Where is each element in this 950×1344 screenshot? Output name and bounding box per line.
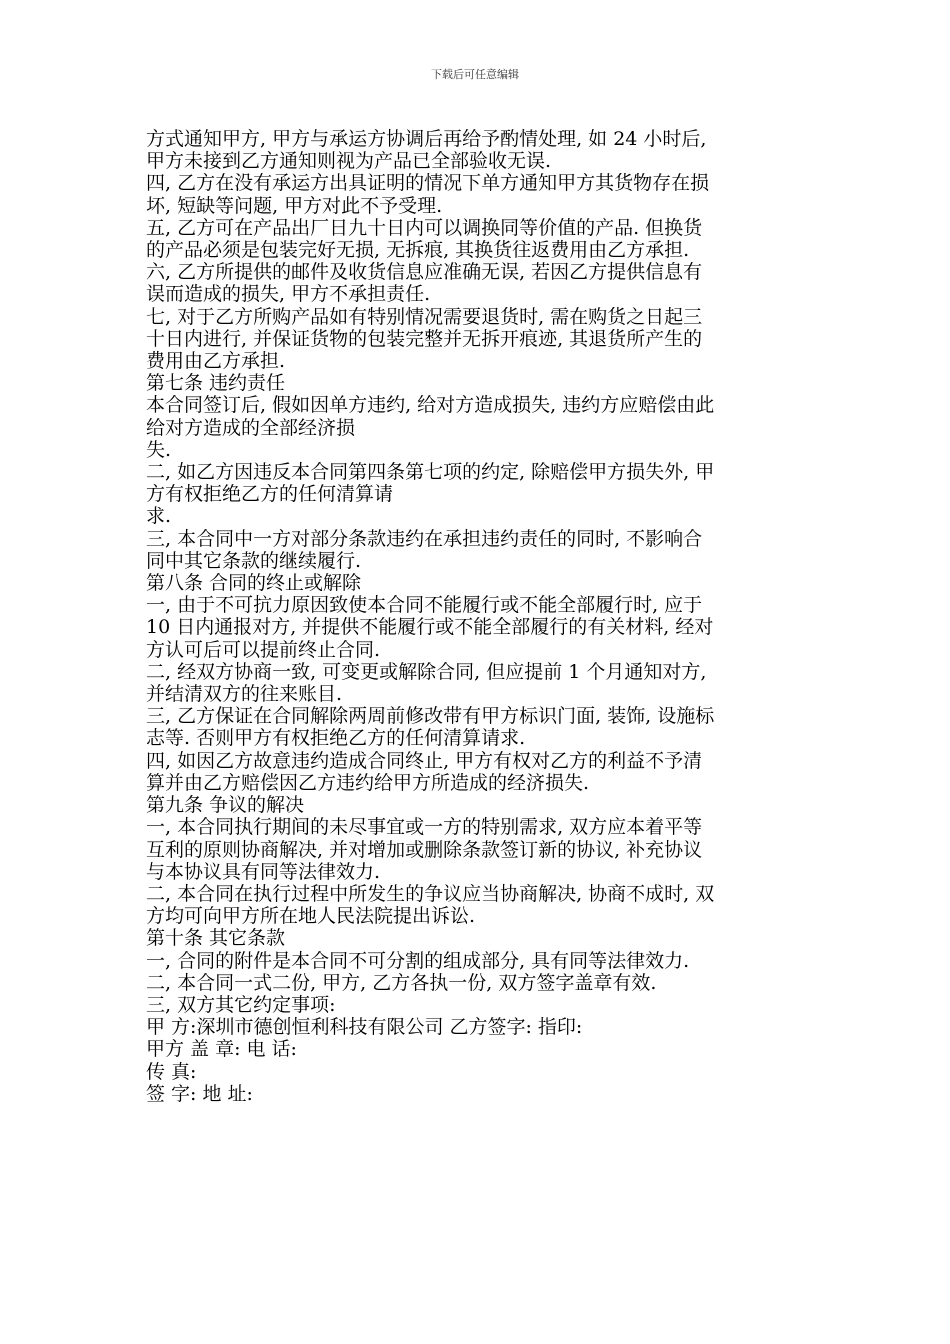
text-line: 七, 对于乙方所购产品如有特别情况需要退货时, 需在购货之日起三 [146, 305, 703, 328]
text-line: 一, 由于不可抗力原因致使本合同不能履行或不能全部履行时, 应于 [146, 594, 703, 617]
text-line: 三, 双方其它约定事项: [146, 993, 336, 1016]
text-line: 费用由乙方承担. [146, 350, 286, 373]
contract-body [146, 128, 808, 1105]
text-line: 求. [146, 505, 172, 528]
signature-line: 甲 方:深圳市德创恒利科技有限公司 乙方签字: 指印: [146, 1016, 583, 1039]
text-line: 方认可后可以提前终止合同. [146, 638, 381, 661]
text-line: 坏, 短缺等问题, 甲方对此不予受理. [146, 194, 443, 217]
text-line: 四, 如因乙方故意违约造成合同终止, 甲方有权对乙方的利益不予清 [146, 749, 703, 772]
text-line: 方有权拒绝乙方的任何清算请 [146, 483, 394, 506]
signature-line: 传 真: [146, 1060, 197, 1083]
text-line: 方均可向甲方所在地人民法院提出诉讼. [146, 905, 476, 928]
text-line: 六, 乙方所提供的邮件及收货信息应准确无误, 若因乙方提供信息有 [146, 261, 703, 284]
text-line: 互利的原则协商解决, 并对增加或删除条款签订新的协议, 补充协议 [146, 838, 703, 861]
text-line: 失. [146, 438, 172, 461]
text-line: 并结清双方的往来账目. [146, 683, 343, 706]
text-line: 三, 乙方保证在合同解除两周前修改带有甲方标识门面, 装饰, 设施标 [146, 705, 715, 728]
section-heading: 第七条 违约责任 [146, 372, 286, 395]
signature-line: 甲方 盖 章: 电 话: [146, 1038, 297, 1061]
text-line: 同中其它条款的继续履行. [146, 549, 362, 572]
text-line: 三, 本合同中一方对部分条款违约在承担违约责任的同时, 不影响合 [146, 527, 703, 550]
section-heading: 第九条 争议的解决 [146, 794, 305, 817]
text-line: 志等. 否则甲方有权拒绝乙方的任何清算请求. [146, 727, 526, 750]
text-line: 二, 如乙方因违反本合同第四条第七项的约定, 除赔偿甲方损失外, 甲 [146, 461, 715, 484]
text-line: 误而造成的损失, 甲方不承担责任. [146, 283, 431, 306]
text-line: 10 日内通报对方, 并提供不能履行或不能全部履行的有关材料, 经对 [146, 616, 714, 639]
header-note: 下载后可任意编辑 [431, 68, 519, 81]
text-line: 二, 本合同一式二份, 甲方, 乙方各执一份, 双方签字盖章有效. [146, 971, 657, 994]
text-line: 二, 经双方协商一致, 可变更或解除合同, 但应提前 1 个月通知对方, [146, 660, 707, 683]
text-line: 本合同签订后, 假如因单方违约, 给对方造成损失, 违约方应赔偿由此 [146, 394, 715, 417]
text-line: 十日内进行, 并保证货物的包装完整并无拆开痕迹, 其退货所产生的 [146, 327, 703, 350]
text-line: 二, 本合同在执行过程中所发生的争议应当协商解决, 协商不成时, 双 [146, 882, 715, 905]
signature-line: 签 字: 地 址: [146, 1082, 253, 1105]
text-line: 甲方未接到乙方通知则视为产品已全部验收无误. [146, 150, 552, 173]
section-heading: 第八条 合同的终止或解除 [146, 572, 362, 595]
text-line: 一, 本合同执行期间的未尽事宜或一方的特别需求, 双方应本着平等 [146, 816, 703, 839]
text-line: 一, 合同的附件是本合同不可分割的组成部分, 具有同等法律效力. [146, 949, 690, 972]
text-line: 方式通知甲方, 甲方与承运方协调后再给予酌情处理, 如 24 小时后, [146, 128, 707, 150]
text-line: 算并由乙方赔偿因乙方违约给甲方所造成的经济损失. [146, 771, 590, 794]
text-line: 给对方造成的全部经济损 [146, 416, 356, 439]
section-heading: 第十条 其它条款 [146, 927, 286, 950]
text-line: 四, 乙方在没有承运方出具证明的情况下单方通知甲方其货物存在损 [146, 172, 710, 195]
text-line: 的产品必须是包装完好无损, 无拆痕, 其换货往返费用由乙方承担. [146, 239, 690, 262]
text-line: 与本协议具有同等法律效力. [146, 860, 381, 883]
text-line: 五, 乙方可在产品出厂日九十日内可以调换同等价值的产品. 但换货 [146, 216, 703, 239]
